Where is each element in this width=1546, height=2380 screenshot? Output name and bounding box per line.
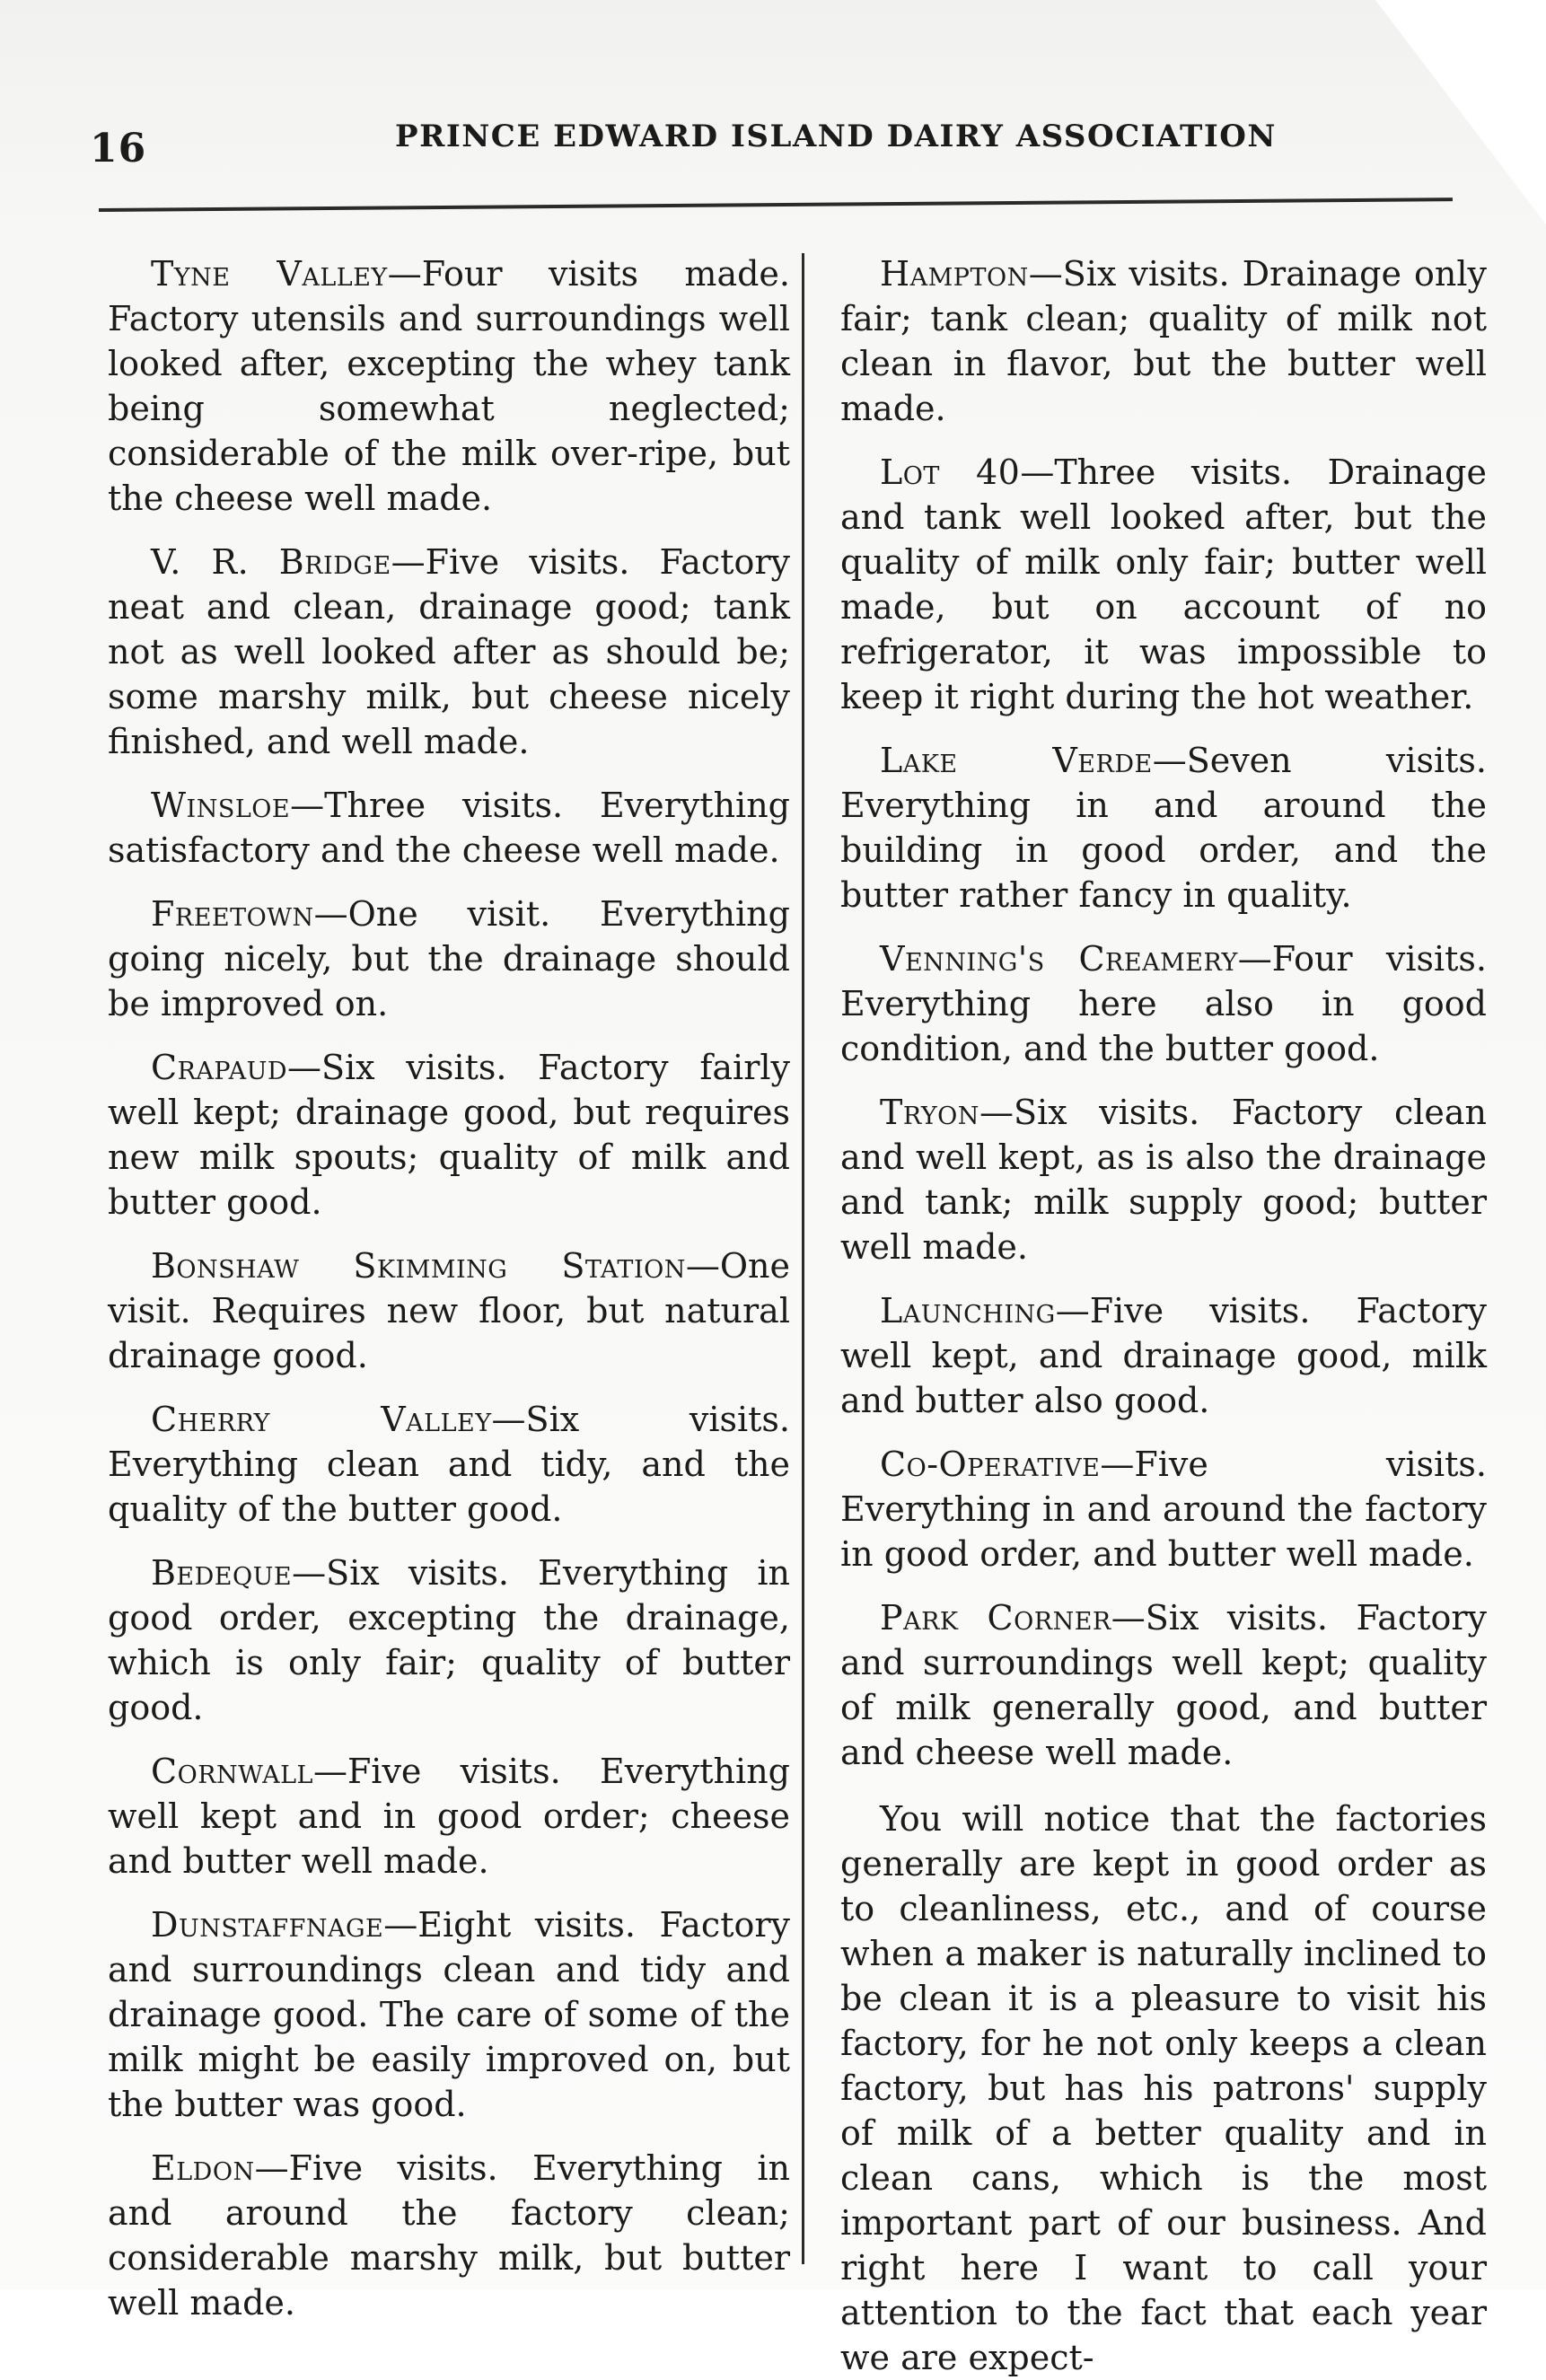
factory-name: Freetown: [151, 894, 314, 934]
factory-entry: [840, 738, 1487, 918]
factory-entry: [840, 1090, 1487, 1269]
factory-entry: [108, 1902, 790, 2127]
factory-entry: [840, 1442, 1487, 1576]
factory-report: —Six visits. Factory and surroundings well kept; quality of milk generally good, and butter and cheese well made.: [840, 1598, 1487, 1772]
factory-name: Cherry Valley: [151, 1400, 492, 1439]
factory-entry: [108, 1243, 790, 1378]
torn-corner: [1375, 0, 1546, 224]
factory-entry: [108, 1550, 790, 1730]
factory-entry: [108, 1397, 790, 1532]
running-head: PRINCE EDWARD ISLAND DAIRY ASSOCIATION: [395, 119, 1277, 154]
factory-entry: [840, 1595, 1487, 1775]
factory-name: Winsloe: [151, 786, 291, 825]
factory-report: —Four visits made. Factory utensils and surroundings well looked after, excepting the whey tank being somewhat neglected; considerable of the milk over-ripe, but the cheese well made.: [108, 254, 790, 518]
factory-report: —Three visits. Everything satisfactory and the cheese well made.: [108, 786, 790, 870]
factory-entry: [108, 2146, 790, 2325]
factory-entry: [840, 251, 1487, 431]
closing-paragraph: You will notice that the factories generally are kept in good order as to cleanliness, etc., and of course when a maker is naturally inclined to be clean it is a pleasure to visit his factory, for he not only keeps a clean factory, but has his patrons' supply of milk of a better quality and in clean cans, which is the most important part of our business. And right here I want to call your attention to the fact that each year we are expect-: [840, 1799, 1487, 2377]
factory-report: —Five visits. Everything well kept and in good order; cheese and butter well made.: [108, 1752, 790, 1881]
factory-name: Cornwall: [151, 1752, 313, 1791]
factory-name: Crapaud: [151, 1048, 287, 1087]
factory-report: —Five visits. Everything in and around the factory clean; considerable marshy milk, but butter well made.: [108, 2148, 790, 2323]
factory-entry: [108, 1045, 790, 1225]
factory-report: —Six visits. Factory clean and well kept, as is also the drainage and tank; milk supply good; butter well made.: [840, 1093, 1487, 1267]
column-divider: [802, 253, 804, 2264]
factory-name: Tyne Valley: [151, 254, 388, 294]
factory-report: —Six visits. Factory fairly well kept; drainage good, but requires new milk spouts; quality of milk and butter good.: [108, 1048, 790, 1222]
factory-name: Park Corner: [880, 1598, 1111, 1638]
factory-name: Lake Verde: [880, 741, 1153, 780]
factory-report: —Four visits. Everything here also in good condition, and the butter good.: [840, 939, 1487, 1068]
factory-name: Tryon: [880, 1093, 979, 1132]
factory-report: —Six visits. Everything clean and tidy, and the quality of the butter good.: [108, 1400, 790, 1529]
factory-entry: [108, 251, 790, 521]
factory-name: Venning's Creamery: [880, 939, 1238, 979]
factory-name: Eldon: [151, 2148, 255, 2188]
factory-report: —One visit. Everything going nicely, but the drainage should be improved on.: [108, 894, 790, 1023]
factory-entry: [840, 1288, 1487, 1423]
factory-name: V. R. Bridge: [151, 542, 391, 582]
factory-report: —Three visits. Drainage and tank well looked after, but the quality of milk only fair; butter well made, but on account of no refrigerator, it was impossible to keep it right during the hot weather.: [840, 452, 1487, 716]
factory-name: Lot 40: [880, 452, 1021, 492]
factory-report: —Six visits. Everything in good order, excepting the drainage, which is only fair; quality of butter good.: [108, 1553, 790, 1727]
factory-report: —Five visits. Factory neat and clean, drainage good; tank not as well looked after as should be; some marshy milk, but cheese nicely finished, and well made.: [108, 542, 790, 761]
factory-entry: [108, 783, 790, 873]
factory-entry: [108, 891, 790, 1026]
factory-name: Launching: [880, 1291, 1056, 1331]
factory-entry: [840, 936, 1487, 1071]
factory-entry: [840, 450, 1487, 719]
page-number: 16: [90, 126, 147, 171]
factory-name: Dunstaffnage: [151, 1905, 384, 1945]
factory-entry: [108, 1749, 790, 1884]
factory-report: —Seven visits. Everything in and around the building in good order, and the butter rather fancy in quality.: [840, 741, 1487, 915]
factory-report: —Eight visits. Factory and surroundings clean and tidy and drainage good. The care of some of the milk might be easily improved on, but the butter was good.: [108, 1905, 790, 2124]
factory-entry: [108, 540, 790, 764]
factory-name: Bedeque: [151, 1553, 293, 1593]
factory-report: —Five visits. Everything in and around the factory in good order, and butter well made.: [840, 1445, 1487, 1574]
factory-report: —Six visits. Drainage only fair; tank clean; quality of milk not clean in flavor, but the butter well made.: [840, 254, 1487, 428]
factory-name: Bonshaw Skimming Station: [151, 1246, 686, 1286]
right-column: [840, 251, 1487, 2380]
header-rule: [99, 198, 1453, 212]
factory-name: Hampton: [880, 254, 1029, 294]
factory-report: —Five visits. Factory well kept, and drainage good, milk and butter also good.: [840, 1291, 1487, 1420]
left-column: [108, 251, 790, 2344]
factory-name: Co-Operative: [880, 1445, 1101, 1484]
factory-report: —One visit. Requires new floor, but natural drainage good.: [108, 1246, 790, 1375]
